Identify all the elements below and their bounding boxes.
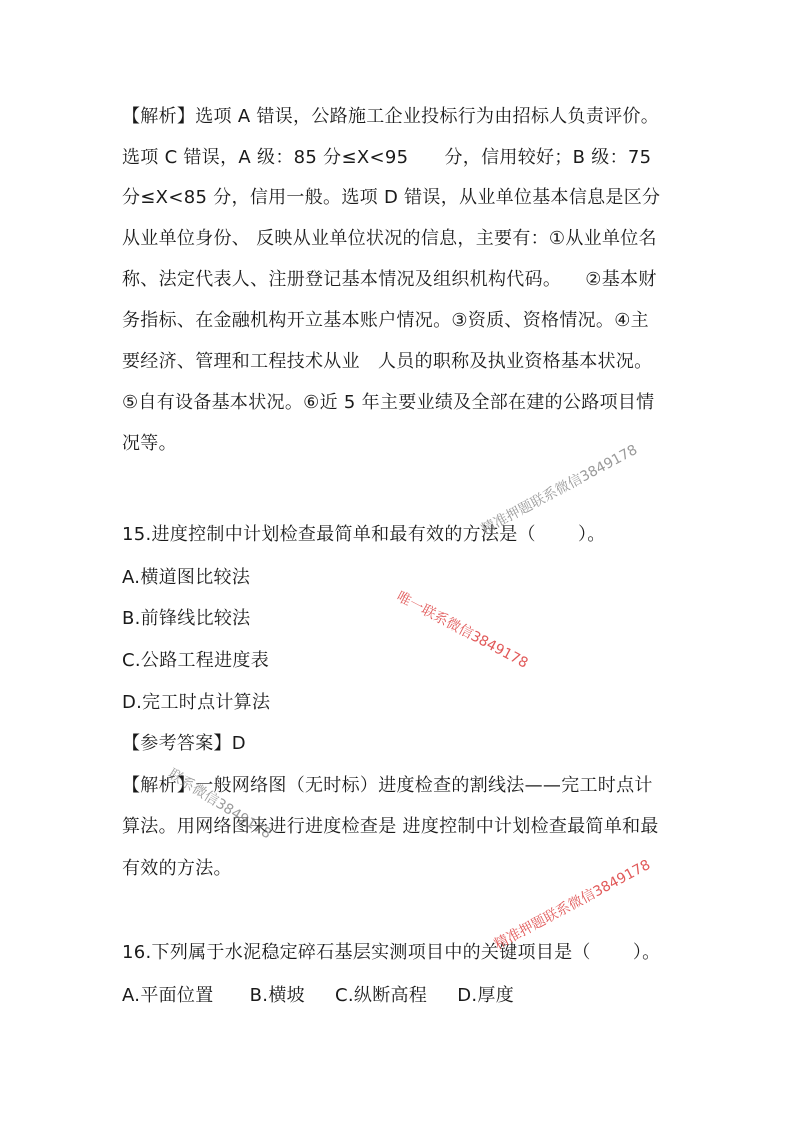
watermark-text: 精准押题联系微信3849178 bbox=[478, 441, 641, 538]
analysis-line: ⑤自有设备基本状况。⑥近 5 年主要业绩及全部在建的公路项目情 bbox=[122, 392, 655, 413]
analysis-line: 从业单位身份、 反映从业单位状况的信息，主要有：①从业单位名 bbox=[122, 228, 657, 249]
analysis-line: 算法。用网络图来进行进度检查是 进度控制中计划检查最简单和最 bbox=[122, 816, 659, 837]
question-text: 15.进度控制中计划检查最简单和最有效的方法是（ ）。 bbox=[122, 524, 606, 545]
watermark-text: 联系微信3849178 bbox=[165, 766, 275, 843]
option-b: B.前锋线比较法 bbox=[122, 608, 251, 629]
options-line: A.平面位置 B.横坡 C.纵断高程 D.厚度 bbox=[122, 985, 515, 1006]
option-d: D.完工时点计算法 bbox=[122, 692, 271, 713]
option-a: A.横道图比较法 bbox=[122, 567, 251, 588]
analysis-line: 务指标、在金融机构开立基本账户情况。③资质、资格情况。④主 bbox=[122, 310, 649, 331]
analysis-line: 况等。 bbox=[122, 433, 177, 454]
watermark-text: 精准押题联系微信3849178 bbox=[491, 856, 654, 953]
analysis-line: 选项 C 错误，A 级：85 分≤X<95 分，信用较好；B 级：75 bbox=[122, 147, 652, 168]
analysis-line: 分≤X<85 分，信用一般。选项 D 错误，从业单位基本信息是区分 bbox=[122, 187, 661, 208]
reference-answer: 【参考答案】D bbox=[122, 733, 246, 754]
analysis-line: 【解析】一般网络图（无时标）进度检查的割线法——完工时点计 bbox=[122, 775, 653, 796]
watermark-text: 唯一联系微信3849178 bbox=[393, 588, 531, 672]
analysis-line: 称、法定代表人、注册登记基本情况及组织机构代码。 ②基本财 bbox=[122, 269, 657, 290]
analysis-line: 有效的方法。 bbox=[122, 858, 232, 879]
analysis-line: 【解析】选项 A 错误，公路施工企业投标行为由招标人负责评价。 bbox=[122, 106, 660, 127]
analysis-line: 要经济、管理和工程技术从业 人员的职称及执业资格基本状况。 bbox=[122, 351, 653, 372]
question-text: 16.下列属于水泥稳定碎石基层实测项目中的关键项目是（ ）。 bbox=[122, 942, 661, 963]
option-c: C.公路工程进度表 bbox=[122, 650, 269, 671]
